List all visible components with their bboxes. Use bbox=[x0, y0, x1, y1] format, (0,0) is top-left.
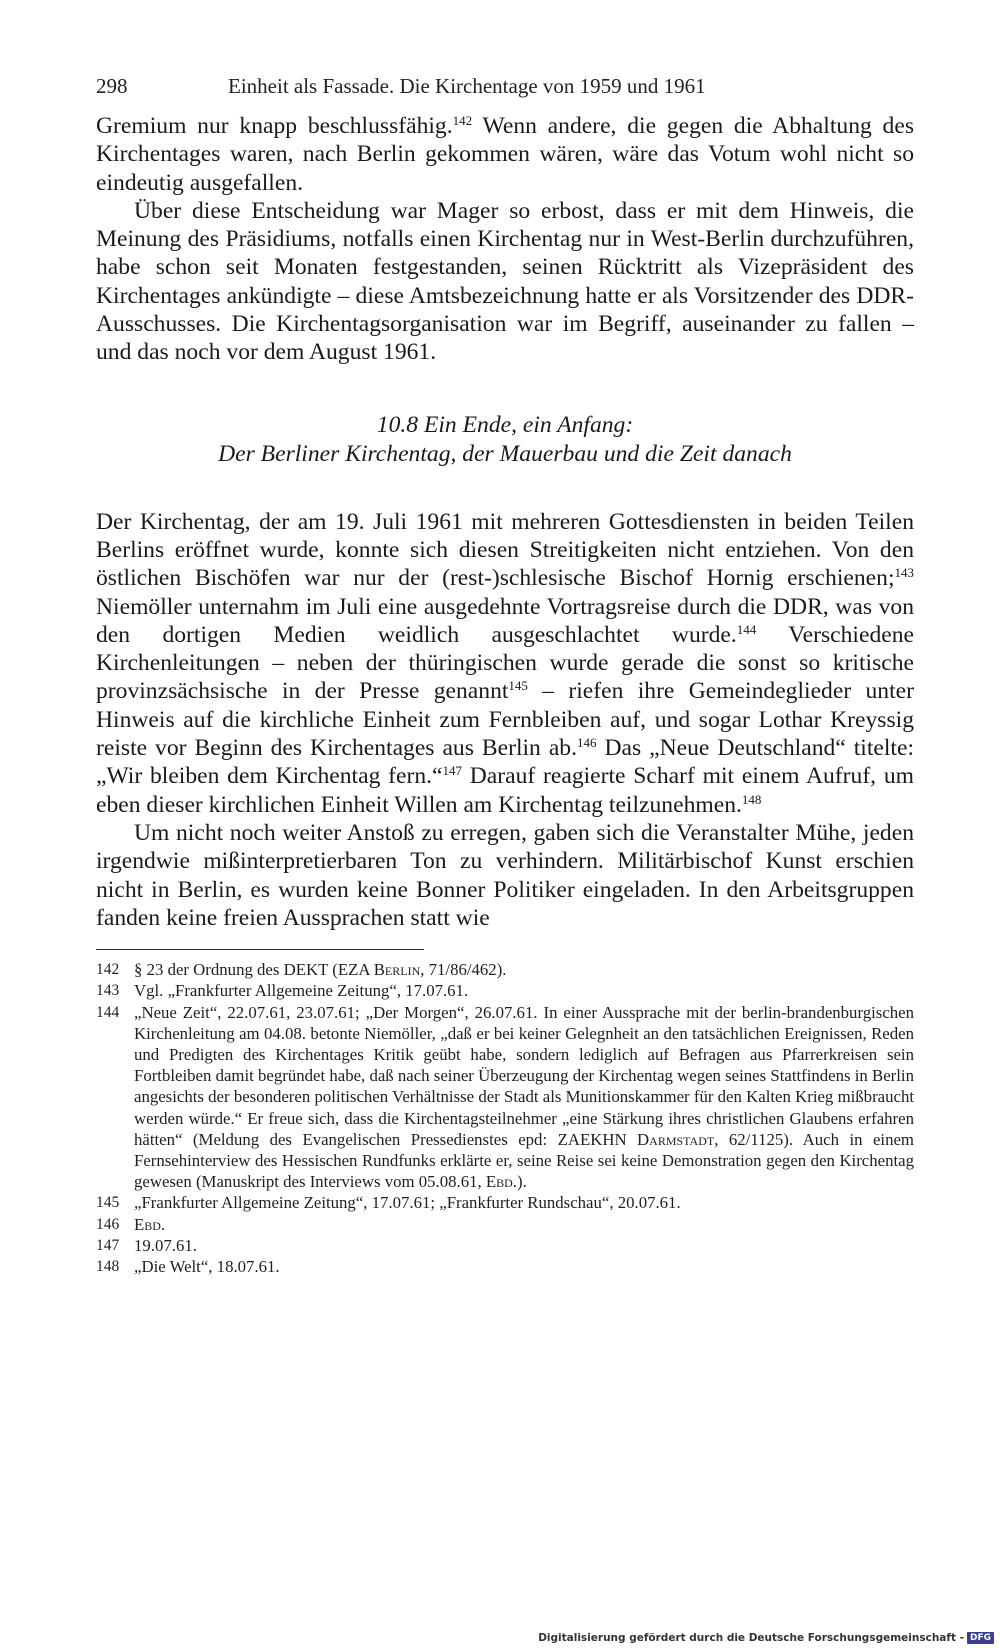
attribution-text: Digitalisierung gefördert durch die Deutsche Forschungsgemeinschaft - bbox=[538, 1632, 964, 1644]
paragraph-1: Gremium nur knapp beschlussfähig.$^{142}$ Wenn andere, die gegen die Abhaltung des Kirchentages waren, nach Berlin gekommen wären, wäre das Votum wohl nicht so eindeutig ausgefallen. bbox=[96, 113, 914, 196]
footnote-number: 145 bbox=[96, 1194, 120, 1212]
footnote-145: 145 „Frankfurter Allgemeine Zeitung“, 17.07.61; „Frankfurter Rundschau“, 20.07.61. bbox=[96, 1193, 681, 1213]
footnote-ref-142[interactable]: 142 bbox=[452, 113, 473, 128]
paragraph-4: Um nicht noch weiter Anstoß zu erregen, gaben sich die Veranstalter Mühe, jeden irgendwie mißinterpretierbaren Ton zu verhindern. Militärbischof Kunst erschien nicht in Berlin, es wurden keine Bonner Politiker eingeladen. In den Arbeitsgruppen fanden keine freien Aussprachen statt wie bbox=[96, 819, 914, 931]
footnote-ref-148[interactable]: 148 bbox=[741, 791, 762, 807]
running-header bbox=[96, 74, 914, 112]
footnote-ref-145[interactable]: 145 bbox=[508, 678, 528, 694]
main-text bbox=[96, 112, 914, 367]
footnote-number: 147 bbox=[96, 1236, 120, 1254]
footnote-143: 143 Vgl. „Frankfurter Allgemeine Zeitung“, 17.07.61. bbox=[96, 981, 469, 1001]
footnote-number: 144 bbox=[96, 1003, 120, 1021]
page-number: 298 bbox=[96, 74, 128, 98]
footnote-number: 148 bbox=[96, 1257, 120, 1275]
paragraph-2: Über diese Entscheidung war Mager so erbost, dass er mit dem Hinweis, die Meinung des Präsidiums, notfalls einen Kirchentag nur in West-Berlin durchzuführen, habe schon seit Monaten festgestanden, seinen Rücktritt als Vizepräsident des Kirchentages ankündigte – diese Amtsbezeichnung hatte er als Vorsitzender des DDR-Ausschusses. Die Kirchentagsorganisation war im Begriff, auseinander zu fallen – und das noch vor dem August 1961. bbox=[96, 197, 914, 366]
section-heading-line2: Der Berliner Kirchentag, der Mauerbau und die Zeit danach bbox=[218, 440, 792, 467]
running-title: Einheit als Fassade. Die Kirchentage von 1959 und 1961 bbox=[228, 74, 706, 98]
footnote-ref-144[interactable]: 144 bbox=[736, 621, 757, 637]
main-text-continued bbox=[96, 508, 914, 932]
section-heading bbox=[96, 411, 914, 469]
footnote-147: 147 19.07.61. bbox=[96, 1235, 197, 1255]
footnote-number: 143 bbox=[96, 982, 120, 1000]
footnote-ref-146[interactable]: 146 bbox=[577, 735, 597, 751]
book-page bbox=[96, 74, 914, 1277]
footnote-142: 142 § 23 der Ordnung des DEKT (EZA Berlin, 71/86/462). bbox=[96, 960, 507, 980]
footnote-148: 148 „Die Welt“, 18.07.61. bbox=[96, 1256, 280, 1276]
footnotes bbox=[96, 959, 914, 1277]
footnote-144: 144 „Neue Zeit“, 22.07.61, 23.07.61; „Der Morgen“, 26.07.61. In einer Aussprache mit der berlin-brandenburgischen Kirchenleitung am 04.08. betonte Niemöller, „daß er bei keiner Gelegnheit an den tatsächlichen Ereignissen, Reden und Predigten des Kirchentages Kritik geübt habe, sondern lediglich auf Befragen aus Pfarrerkreisen sein Fortbleiben damit begründet habe, daß nach seiner Überzeugung der Kirchentag wegen seines Stattfindens in Berlin angesichts der besonderen politischen Verhältnisse der Stadt als Munitionskammer für den Kalten Krieg mißbraucht werden würde.“ Er freue sich, dass die Kirchentagsteilnehmer „eine Stärkung ihres christlichen Glaubens erfahren hätten“ (Meldung des Evangelischen Pressedienstes epd: ZAEKHN Darmstadt, 62/1125). Auch in einem Fernsehinterview des Hessischen Rundfunks erklärte er, seine Reise sei keine Demonstration gegen den Kirchentag gewesen (Manuskript des Interviews vom 05.08.61, Ebd.). bbox=[96, 1002, 914, 1192]
paragraph-3: Der Kirchentag, der am 19. Juli 1961 mit mehreren Gottesdiensten in beiden Teilen Berlins eröffnet wurde, konnte sich diesen Streitigkeiten nicht entziehen. Von den östlichen Bischöfen war nur der (rest-)schlesische Bischof Hornig erschienen;$^{143}$ Niemöller unternahm im Juli eine ausgedehnte Vortragsreise durch die DDR, was von den dortigen Medien weidlich ausgeschlachtet wurde.$^{144}$ Verschiedene Kirchenleitungen – neben der thüringischen wurde gerade die sonst so kritische provinzsächsische in der Presse genannt$^{145}$ – riefen ihre Gemeindeglieder unter Hinweis auf die kirchliche Einheit zum Fernbleiben auf, und sogar Lothar Kreyssig reiste vor Beginn des Kirchentages aus Berlin ab.$^{146}$ Das „Neue Deutschland“ titelte: „Wir bleiben dem Kirchentag fern.“$^{147}$ Darauf reagierte Scharf mit einem Aufruf, um eben dieser kirchlichen Einheit Willen am Kirchentag teilzunehmen.$^{148}$ bbox=[96, 508, 915, 818]
digitization-attribution bbox=[538, 1632, 994, 1644]
footnote-number: 146 bbox=[96, 1215, 120, 1233]
footnote-ref-147[interactable]: 147 bbox=[442, 763, 462, 779]
footnote-divider bbox=[96, 949, 424, 950]
footnote-number: 142 bbox=[96, 961, 120, 979]
dfg-logo-icon: DFG bbox=[967, 1632, 994, 1644]
footnote-ref-143[interactable]: 143 bbox=[894, 565, 914, 581]
footnote-146: 146 Ebd. bbox=[96, 1214, 166, 1234]
section-heading-line1: 10.8 Ein Ende, ein Anfang: bbox=[376, 411, 634, 438]
